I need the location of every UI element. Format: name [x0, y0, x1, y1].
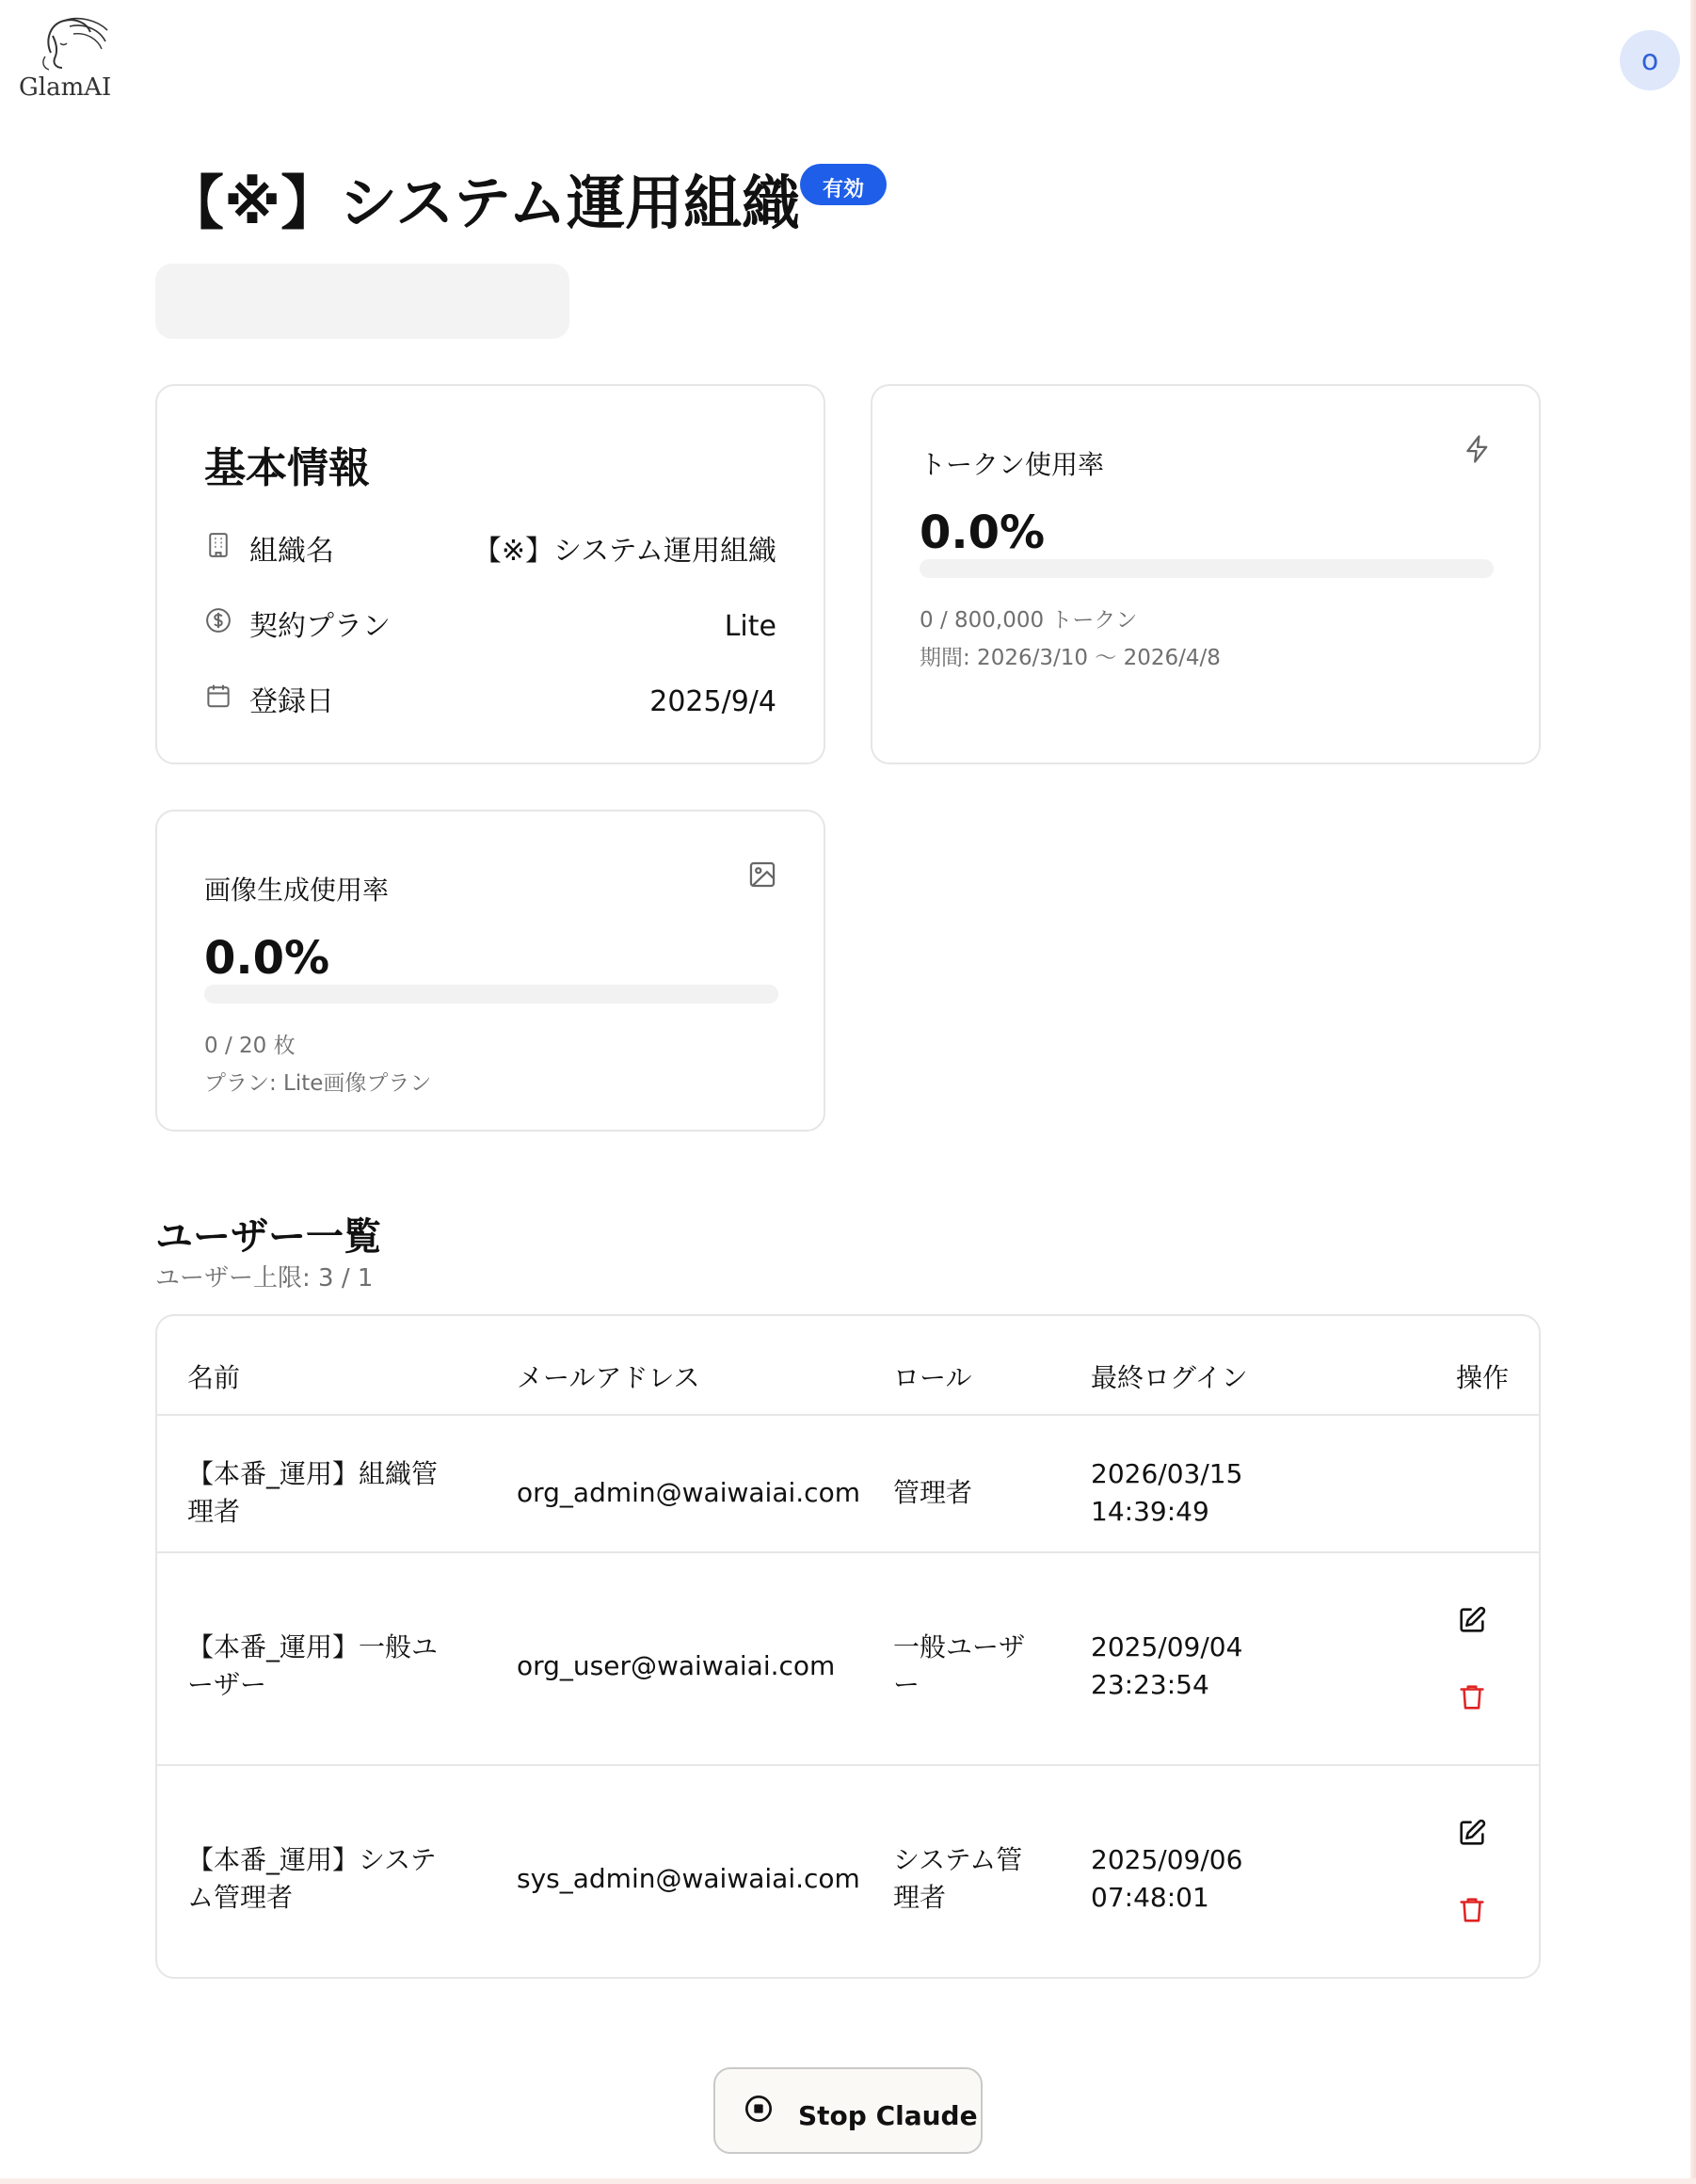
user-name: 【本番_運用】システム管理者: [187, 1844, 437, 1913]
registered-row: [204, 678, 776, 725]
org-name-label: 組織名: [249, 535, 334, 568]
last-login-date: 2025/09/04: [1091, 1631, 1243, 1662]
trash-icon[interactable]: [1456, 1681, 1488, 1713]
basic-info-title: 基本情報: [204, 444, 370, 492]
column-header-last-login: 最終ログイン: [1091, 1362, 1248, 1393]
user-role: 管理者: [893, 1477, 973, 1508]
image-usage-title: 画像生成使用率: [204, 875, 390, 906]
registered-value: 2025/9/4: [649, 685, 776, 718]
registered-label: 登録日: [249, 685, 334, 718]
token-usage-percent: 0.0%: [920, 506, 1046, 559]
building-icon: [204, 531, 232, 559]
image-icon: [746, 859, 778, 891]
loading-placeholder: [155, 264, 569, 339]
user-role: 一般ユーザー: [893, 1631, 1026, 1700]
image-usage-percent: 0.0%: [204, 932, 330, 985]
users-table: [155, 1314, 1541, 1979]
token-usage-title: トークン使用率: [920, 449, 1105, 480]
users-limit: ユーザー上限: 3 / 1: [155, 1264, 374, 1293]
plan-row: [204, 602, 776, 650]
glamai-logo[interactable]: [17, 15, 115, 102]
stop-claude-button[interactable]: [713, 2067, 983, 2154]
status-badge: 有効: [800, 164, 887, 205]
user-email: org_user@waiwaiai.com: [517, 1650, 836, 1681]
lightning-icon: [1462, 433, 1494, 465]
window-edge: [1690, 0, 1696, 2184]
stop-circle-icon: [744, 2094, 774, 2124]
last-login-time: 23:23:54: [1091, 1669, 1209, 1700]
dollar-icon: [204, 606, 232, 634]
edit-icon[interactable]: [1456, 1817, 1488, 1849]
column-header-email: メールアドレス: [517, 1362, 700, 1393]
org-name-row: [204, 527, 776, 574]
last-login-time: 07:48:01: [1091, 1882, 1209, 1913]
logo-face-icon: [32, 15, 111, 73]
org-name-value: 【※】システム運用組織: [472, 535, 776, 568]
stop-claude-label: Stop Claude: [798, 2100, 978, 2131]
table-row: [157, 1766, 1539, 1979]
logo-text: GlamAI: [19, 73, 112, 102]
page-title: 【※】システム運用組織: [166, 169, 801, 237]
calendar-icon: [204, 682, 232, 710]
user-name: 【本番_運用】一般ユーザー: [187, 1631, 439, 1700]
image-count: 0 / 20 枚: [204, 1034, 296, 1058]
table-row: [157, 1416, 1539, 1551]
users-section-title: ユーザー一覧: [155, 1215, 381, 1259]
plan-label: 契約プラン: [249, 610, 391, 643]
token-count: 0 / 800,000 トークン: [920, 608, 1138, 633]
last-login-date: 2026/03/15: [1091, 1458, 1243, 1489]
image-usage-card: [155, 810, 825, 1132]
token-period: 期間: 2026/3/10 〜 2026/4/8: [920, 646, 1221, 670]
image-plan: プラン: Lite画像プラン: [204, 1071, 432, 1096]
token-progress-bar: [920, 559, 1494, 578]
user-name: 【本番_運用】組織管理者: [187, 1458, 439, 1527]
image-progress-bar: [204, 985, 778, 1004]
window-edge-bottom: [0, 2178, 1696, 2184]
token-usage-card: [871, 384, 1541, 764]
column-header-actions: 操作: [1455, 1362, 1509, 1393]
edit-icon[interactable]: [1456, 1604, 1488, 1636]
column-header-role: ロール: [893, 1362, 972, 1393]
basic-info-card: [155, 384, 825, 764]
last-login-date: 2025/09/06: [1091, 1844, 1243, 1875]
table-row: [157, 1553, 1539, 1764]
avatar[interactable]: o: [1620, 30, 1680, 90]
trash-icon[interactable]: [1456, 1894, 1488, 1926]
last-login-time: 14:39:49: [1091, 1496, 1209, 1527]
user-email: sys_admin@waiwaiai.com: [517, 1863, 860, 1894]
user-role: システム管理者: [893, 1844, 1023, 1913]
column-header-name: 名前: [187, 1362, 241, 1393]
plan-value: Lite: [724, 610, 776, 643]
user-email: org_admin@waiwaiai.com: [517, 1477, 860, 1508]
